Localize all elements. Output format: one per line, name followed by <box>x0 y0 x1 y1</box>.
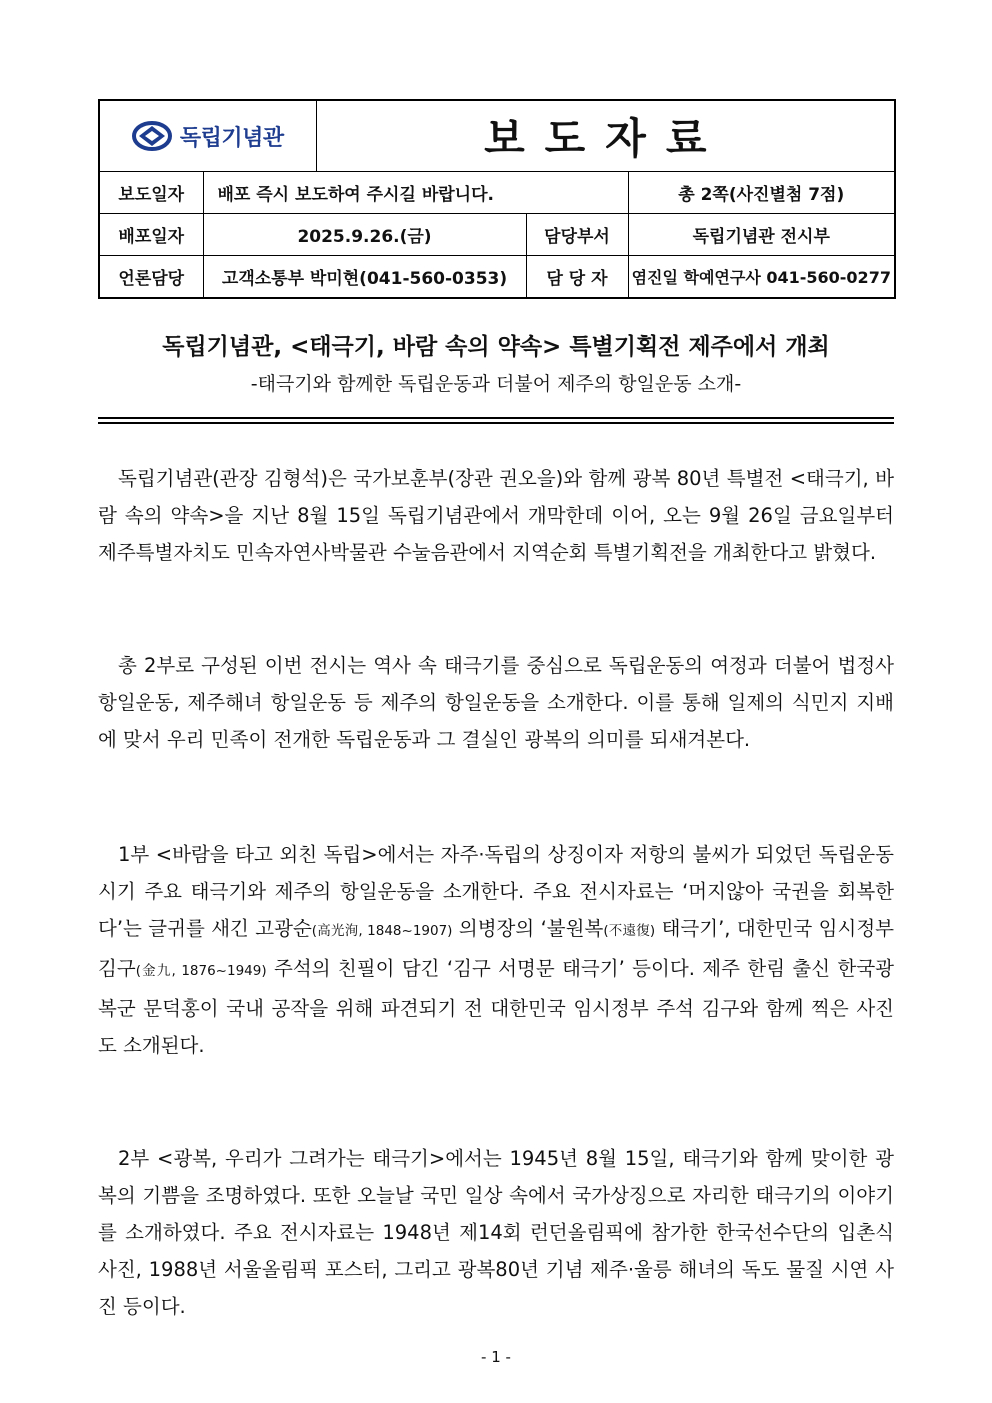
headline: 독립기념관, <태극기, 바람 속의 약속> 특별기획전 제주에서 개최 <box>162 334 830 360</box>
paragraph-1: 독립기념관(관장 김형석)은 국가보훈부(장관 권오을)와 함께 광복 80년 특별전 <태극기, 바람 속의 약속>을 지난 8월 15일 독립기념관에서 개막한데 이어, 오는 9월 26일 금요일부터 제주특별자치도 민속자연사박물관 수눌음관에서 지역순회 특별기획전을 개최한다고 밝혔다. <box>98 467 894 564</box>
distribution-date-value: 2025.9.26.(금) <box>203 214 526 256</box>
subheadline: -태극기와 함께한 독립운동과 더불어 제주의 항일운동 소개- <box>250 373 742 395</box>
page-count: 총 2쪽(사진별첨 7점) <box>628 172 895 214</box>
press-contact-label: 언론담당 <box>99 256 203 299</box>
document-title: 보도자료 <box>316 100 895 172</box>
logo-cell <box>99 100 316 172</box>
independence-hall-logo-icon <box>132 121 172 151</box>
person-in-charge-value: 염진일 학예연구사 041-560-0277 <box>628 256 895 299</box>
page-number: - 1 - <box>481 1348 511 1366</box>
logo-text: 독립기념관 <box>179 125 284 151</box>
department-value: 독립기념관 전시부 <box>628 214 895 256</box>
divider-line <box>98 417 894 419</box>
person-in-charge-label: 담 당 자 <box>526 256 628 299</box>
distribution-date-label: 배포일자 <box>99 214 203 256</box>
paragraph-4: 2부 <광복, 우리가 그려가는 태극기>에서는 1945년 8월 15일, 태극기와 함께 맞이한 광복의 기쁨을 조명하였다. 또한 오늘날 국민 일상 속에서 국가상징으로 자리한 태극기의 이야기를 소개하였다. 주요 전시자료는 1948년 제14회 런던올림픽에 참가한 한국선수단의 입촌식 사진, 1988년 서울올림픽 포스터, 그리고 광복80년 기념 제주·울릉 해녀의 독도 물질 시연 사진 등이다. <box>98 1147 894 1318</box>
press-contact-value: 고객소통부 박미현(041-560-0353) <box>203 256 526 299</box>
paragraph-3: 1부 <바람을 타고 외친 독립>에서는 자주·독립의 상징이자 저항의 불씨가 되었던 독립운동 시기 주요 태극기와 제주의 항일운동을 소개한다. 주요 전시자료는 ‘머지않아 국권을 회복한다’는 글귀를 새긴 고광순(高光洵, 1848~1907) 의병장의 ‘불원복(不遠復) 태극기’, 대한민국 임시정부 김구(金九, 1876~1949) 주석의 친필이 담긴 ‘김구 서명문 태극기’ 등이다. 제주 한림 출신 한국광복군 문덕홍이 국내 공작을 위해 파견되기 전 대한민국 임시정부 주석 김구와 함께 찍은 사진도 소개된다. <box>98 843 895 1057</box>
report-date-label: 보도일자 <box>99 172 203 214</box>
press-release-header-table <box>98 99 896 299</box>
paragraph-2: 총 2부로 구성된 이번 전시는 역사 속 태극기를 중심으로 독립운동의 여정과 더불어 법정사 항일운동, 제주해녀 항일운동 등 제주의 항일운동을 소개한다. 이를 통해 일제의 식민지 지배에 맞서 우리 민족이 전개한 독립운동과 그 결실인 광복의 의미를 되새겨본다. <box>98 654 894 751</box>
divider-line <box>98 422 894 424</box>
report-date-value: 배포 즉시 보도하여 주시길 바랍니다. <box>203 172 628 214</box>
department-label: 담당부서 <box>526 214 628 256</box>
